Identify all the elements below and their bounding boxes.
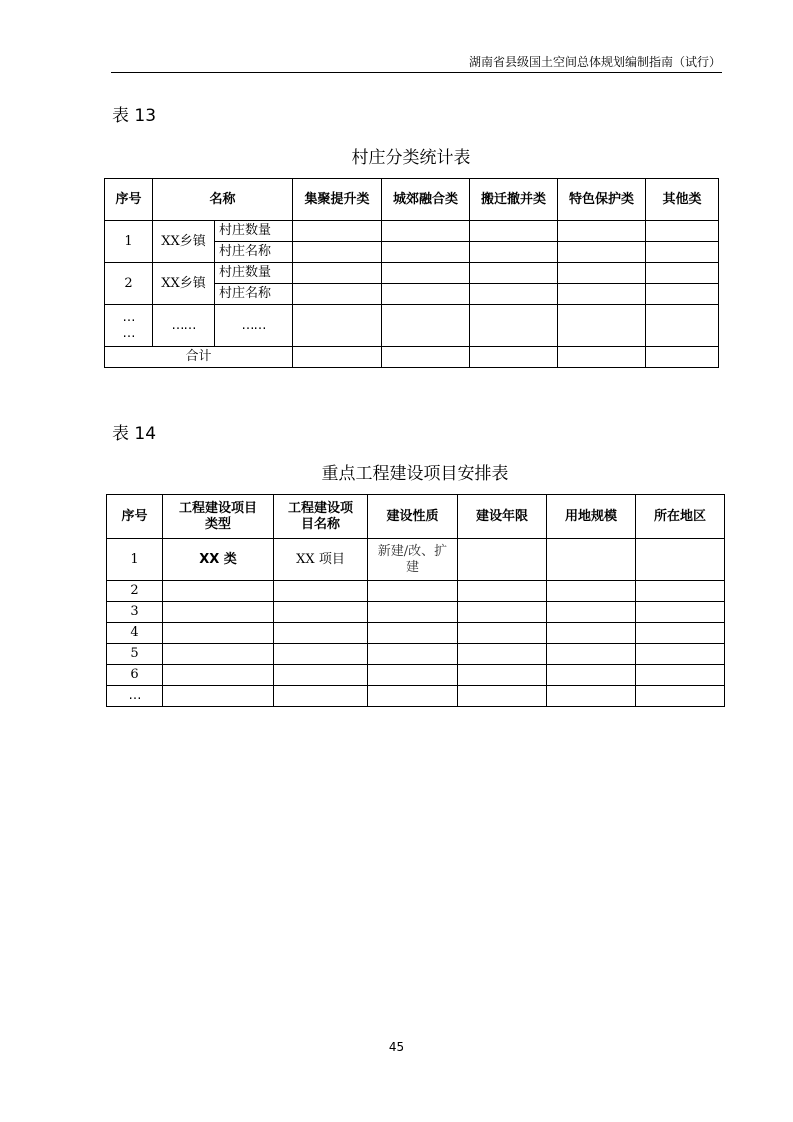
table14-header-name <box>274 495 368 539</box>
cell <box>163 602 274 623</box>
cell <box>470 242 558 263</box>
row-sub-names: 村庄名称 <box>215 242 293 263</box>
cell <box>382 221 470 242</box>
table14-number: 表 14 <box>112 424 157 444</box>
cell <box>558 263 646 284</box>
cell <box>470 305 558 347</box>
cell <box>547 686 636 707</box>
cell <box>368 581 458 602</box>
row-town: XX乡镇 <box>153 263 215 305</box>
cell <box>470 284 558 305</box>
cell <box>636 665 725 686</box>
row-seq: 4 <box>107 623 163 644</box>
cell <box>646 221 719 242</box>
cell <box>636 644 725 665</box>
cell <box>547 644 636 665</box>
cell <box>646 242 719 263</box>
row-seq: 6 <box>107 665 163 686</box>
cell <box>382 263 470 284</box>
row-nature-line2: 建 <box>405 559 419 575</box>
table13-header-c1: 集聚提升类 <box>293 179 382 221</box>
table14-header-row <box>107 495 725 539</box>
cell <box>470 263 558 284</box>
cell <box>636 539 725 581</box>
cell <box>646 284 719 305</box>
table13-header-c4: 特色保护类 <box>558 179 646 221</box>
table13-title: 村庄分类统计表 <box>351 148 471 168</box>
cell <box>163 686 274 707</box>
row-seq: 5 <box>107 644 163 665</box>
table13-header-seq: 序号 <box>105 179 153 221</box>
cell <box>547 665 636 686</box>
cell <box>458 581 547 602</box>
row-seq: 2 <box>105 263 153 305</box>
table14-header-name-line1: 工程建设项 <box>287 500 353 516</box>
table14-header-land: 用地规模 <box>547 495 636 539</box>
table13-total-row <box>105 347 719 368</box>
village-classification-table <box>104 178 719 368</box>
table13-header-row <box>105 179 719 221</box>
row-town: XX乡镇 <box>153 221 215 263</box>
row-sub-count: 村庄数量 <box>215 263 293 284</box>
cell <box>293 263 382 284</box>
table-row <box>107 602 725 623</box>
table13-header-c2: 城郊融合类 <box>382 179 470 221</box>
cell <box>458 686 547 707</box>
table-row <box>105 263 719 284</box>
table13-header-c3: 搬迁撤并类 <box>470 179 558 221</box>
cell <box>470 347 558 368</box>
cell <box>470 221 558 242</box>
cell <box>558 347 646 368</box>
cell <box>636 602 725 623</box>
cell <box>274 602 368 623</box>
cell <box>547 623 636 644</box>
cell <box>558 284 646 305</box>
row-seq: … <box>107 686 163 707</box>
cell <box>368 665 458 686</box>
cell <box>646 347 719 368</box>
page-number: 45 <box>388 1040 405 1054</box>
table-row <box>107 539 725 581</box>
table14-header-nature: 建设性质 <box>368 495 458 539</box>
row-sub-count: 村庄数量 <box>215 221 293 242</box>
cell <box>547 602 636 623</box>
ellipsis-seq <box>105 305 153 347</box>
table14-header-name-line2: 目名称 <box>300 516 340 532</box>
table13-header-name: 名称 <box>153 179 293 221</box>
row-seq: 1 <box>105 221 153 263</box>
table-row <box>107 665 725 686</box>
table14-header-area: 所在地区 <box>636 495 725 539</box>
cell <box>368 623 458 644</box>
cell <box>636 623 725 644</box>
row-type: XX 类 <box>163 539 274 581</box>
cell <box>163 644 274 665</box>
cell <box>458 623 547 644</box>
cell <box>293 347 382 368</box>
cell <box>368 644 458 665</box>
cell <box>368 686 458 707</box>
total-label: 合计 <box>105 347 293 368</box>
row-nature <box>368 539 458 581</box>
cell <box>382 347 470 368</box>
table-row <box>107 581 725 602</box>
cell <box>458 665 547 686</box>
cell <box>293 221 382 242</box>
row-seq: 2 <box>107 581 163 602</box>
table-row <box>105 221 719 242</box>
row-sub-names: 村庄名称 <box>215 284 293 305</box>
table14-title: 重点工程建设项目安排表 <box>321 464 509 484</box>
ellipsis-town: …… <box>153 305 215 347</box>
cell <box>558 242 646 263</box>
cell <box>274 665 368 686</box>
table-row <box>107 686 725 707</box>
row-seq: 1 <box>107 539 163 581</box>
table14-header-type-line2: 类型 <box>204 516 231 532</box>
ellipsis-seq-line2: … <box>122 325 135 341</box>
running-header: 湖南省县级国土空间总体规划编制指南（试行） <box>468 55 721 69</box>
cell <box>293 242 382 263</box>
cell <box>646 263 719 284</box>
cell <box>636 581 725 602</box>
cell <box>458 644 547 665</box>
table14-header-type <box>163 495 274 539</box>
cell <box>274 581 368 602</box>
cell <box>646 305 719 347</box>
cell <box>382 305 470 347</box>
table-row <box>107 644 725 665</box>
table13-number: 表 13 <box>112 106 157 126</box>
table14-header-type-line1: 工程建设项目 <box>178 500 257 516</box>
ellipsis-sub: …… <box>215 305 293 347</box>
cell <box>368 602 458 623</box>
cell <box>293 284 382 305</box>
table14-header-seq: 序号 <box>107 495 163 539</box>
cell <box>163 623 274 644</box>
cell <box>163 665 274 686</box>
cell <box>274 644 368 665</box>
cell <box>558 305 646 347</box>
cell <box>382 242 470 263</box>
cell <box>558 221 646 242</box>
cell <box>636 686 725 707</box>
table13-header-c5: 其他类 <box>646 179 719 221</box>
cell <box>547 581 636 602</box>
table-row <box>107 623 725 644</box>
cell <box>458 602 547 623</box>
row-nature-line1: 新建/改、扩 <box>377 543 448 559</box>
cell <box>274 623 368 644</box>
row-seq: 3 <box>107 602 163 623</box>
cell <box>547 539 636 581</box>
header-rule <box>111 72 722 73</box>
cell <box>293 305 382 347</box>
ellipsis-seq-line1: … <box>122 309 135 325</box>
table14-header-years: 建设年限 <box>458 495 547 539</box>
row-project-name: XX 项目 <box>274 539 368 581</box>
cell <box>274 686 368 707</box>
cell <box>382 284 470 305</box>
key-project-schedule-table <box>106 494 725 707</box>
cell <box>458 539 547 581</box>
table-row <box>105 305 719 347</box>
cell <box>163 581 274 602</box>
